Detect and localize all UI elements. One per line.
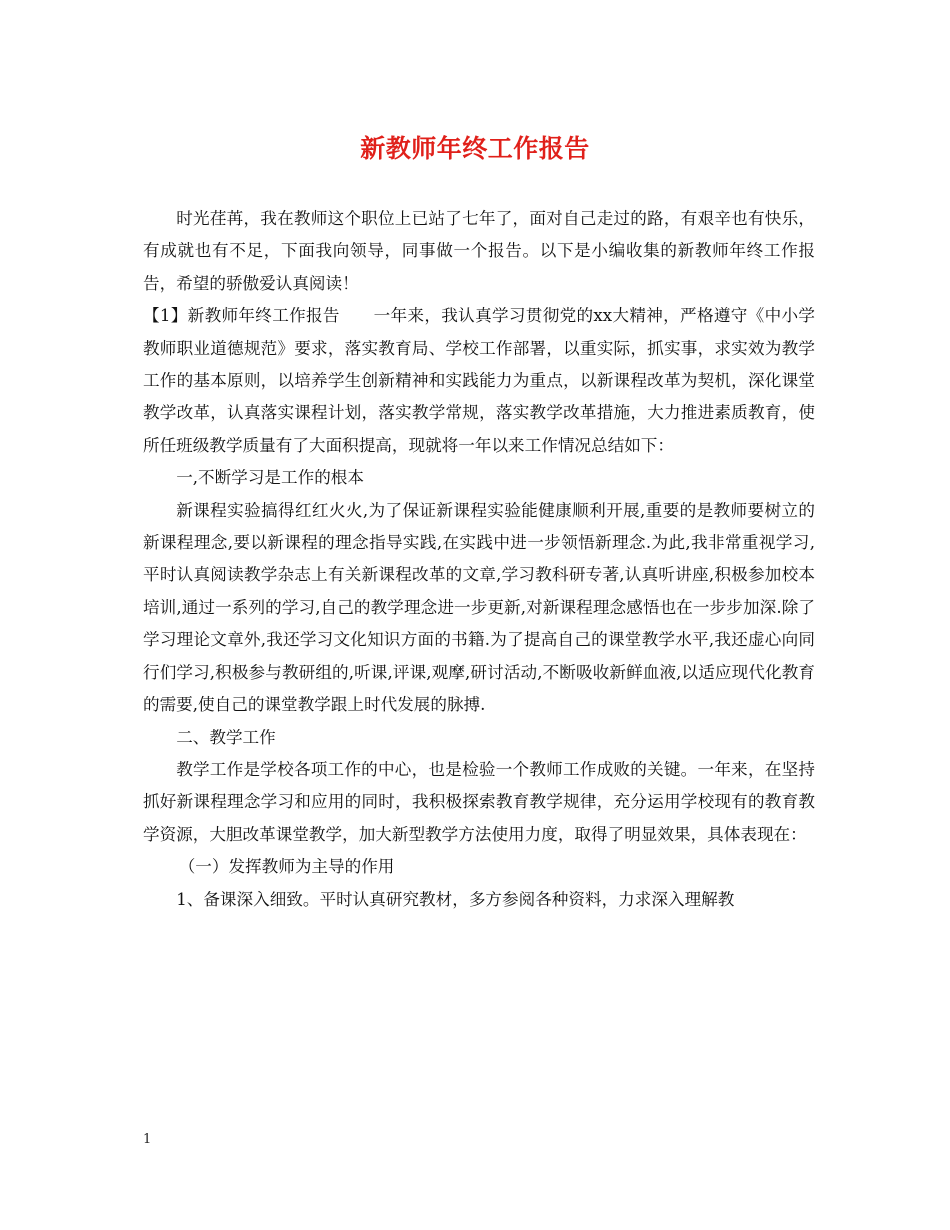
- intro-paragraph: 时光荏苒，我在教师这个职位上已站了七年了，面对自己走过的路，有艰辛也有快乐，有成就也有不足，下面我向领导，同事做一个报告。以下是小编收集的新教师年终工作报告，希望的骄傲爱认真阅读！: [143, 209, 815, 293]
- page-number: 1: [143, 1132, 152, 1147]
- section-heading-learning: 一,不断学习是工作的根本: [176, 468, 364, 488]
- report-opening-paragraph: 【1】新教师年终工作报告 一年来，我认真学习贯彻党的xx大精神，严格遵守《中小学教师职业道德规范》要求，落实教育局、学校工作部署，以重实际，抓实事，求实效为教学工作的基本原则，以培养学生创新精神和实践能力为重点，以新课程改革为契机，深化课堂教学改革，认真落实课程计划，落实教学常规，落实教学改革措施，大力推进素质教育，使所任班级教学质量有了大面积提高，现就将一年以来工作情况总结如下：: [143, 306, 815, 455]
- lesson-prep-paragraph: 1、备课深入细致。平时认真研究教材，多方参阅各种资料，力求深入理解教: [176, 889, 735, 909]
- document-body: [143, 203, 815, 916]
- subsection-heading-teacher-role: （一）发挥教师为主导的作用: [178, 857, 395, 877]
- teaching-paragraph: 教学工作是学校各项工作的中心，也是检验一个教师工作成败的关键。一年来，在坚持抓好新课程理念学习和应用的同时，我积极探索教育教学规律，充分运用学校现有的教育教学资源，大胆改革课堂教学，加大新型教学方法使用力度，取得了明显效果，具体表现在：: [143, 759, 815, 844]
- section-heading-teaching: 二、教学工作: [176, 727, 276, 747]
- document-title: 新教师年终工作报告: [360, 134, 590, 163]
- learning-paragraph: 新课程实验搞得红红火火,为了保证新课程实验能健康顺利开展,重要的是教师要树立的新课程理念,要以新课程的理念指导实践,在实践中进一步领悟新理念.为此,我非常重视学习,平时认真阅读教学杂志上有关新课程改革的文章,学习教科研专著,认真听讲座,积极参加校本培训,通过一系列的学习,自己的教学理念进一步更新,对新课程理念感悟也在一步步加深.除了学习理论文章外,我还学习文化知识方面的书籍.为了提高自己的课堂教学水平,我还虚心向同行们学习,积极参与教研组的,听课,评课,观摩,研讨活动,不断吸收新鲜血液,以适应现代化教育的需要,使自己的课堂教学跟上时代发展的脉搏.: [143, 500, 815, 715]
